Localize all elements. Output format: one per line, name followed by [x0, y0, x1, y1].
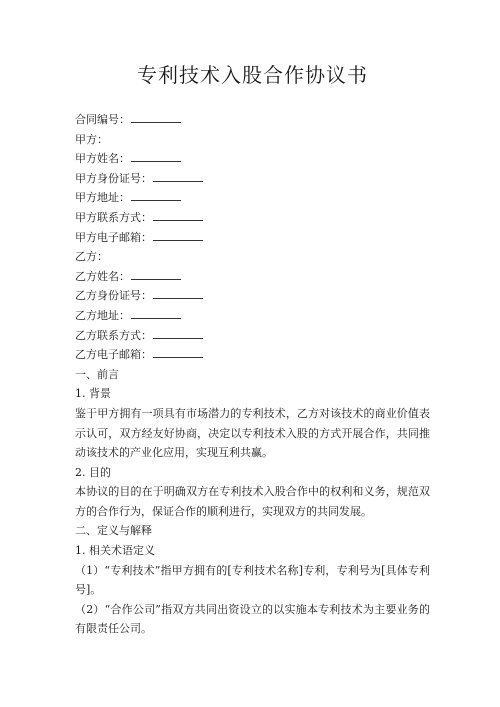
section-heading-definitions: 二、定义与解释	[75, 524, 152, 538]
blank-line	[131, 307, 181, 319]
subheading-background: 1. 背景	[75, 387, 111, 401]
blank-line	[153, 346, 203, 358]
field-label: 乙方电子邮箱：	[75, 348, 152, 362]
field-label: 合同编号：	[75, 113, 130, 126]
blank-line	[153, 327, 203, 339]
field-label: 乙方：	[75, 250, 108, 264]
blank-line	[131, 111, 181, 123]
blank-line	[153, 287, 203, 299]
blank-line	[131, 150, 181, 162]
party-a-address-field	[75, 188, 430, 208]
blank-line	[131, 268, 181, 280]
blank-line	[131, 189, 181, 201]
field-label: 甲方地址：	[75, 191, 130, 205]
field-label: 甲方身份证号：	[75, 171, 152, 185]
blank-line	[153, 209, 203, 221]
paragraph-definition-patent: （1）“专利技术”指甲方拥有的[专利技术名称]专利，专利号为[具体专利号]。	[75, 563, 430, 597]
paragraph-purpose: 本协议的目的在于明确双方在专利技术入股合作中的权利和义务，规范双方的合作行为，保证合作的顺利进行，实现双方的共同发展。	[75, 485, 430, 518]
party-b-address-field	[75, 306, 430, 326]
blank-line	[153, 229, 203, 241]
party-b-email-field	[75, 345, 430, 365]
party-a-contact-field	[75, 208, 430, 228]
party-a-id-field	[75, 169, 430, 189]
field-label: 乙方联系方式：	[75, 328, 152, 342]
party-a-name-field	[75, 149, 430, 169]
paragraph-background: 鉴于甲方拥有一项具有市场潜力的专利技术，乙方对该技术的商业价值表示认可，双方经友好协商，决定以专利技术入股的方式开展合作，共同推动该技术的产业化应用，实现互利共赢。	[75, 406, 430, 460]
field-label: 乙方地址：	[75, 308, 130, 322]
field-label: 乙方姓名：	[75, 269, 130, 283]
field-label: 甲方联系方式：	[75, 210, 152, 224]
subheading-term-definitions: 1. 相关术语定义	[75, 544, 155, 558]
blank-line	[153, 170, 203, 182]
field-label: 甲方姓名：	[75, 152, 130, 166]
party-b-name-field	[75, 267, 430, 287]
party-fields	[75, 110, 430, 365]
paragraph-definition-company: （2）“合作公司”指双方共同出资设立的以实施本专利技术为主要业务的有限责任公司。	[75, 602, 430, 636]
party-a-email-field	[75, 228, 430, 248]
document-title: 专利技术入股合作协议书	[137, 63, 368, 87]
party-b-id-field	[75, 286, 430, 306]
subheading-purpose: 2. 目的	[75, 465, 111, 479]
contract-number-field	[75, 110, 430, 130]
party-b-heading	[75, 247, 430, 267]
section-heading-preface: 一、前言	[75, 367, 119, 381]
field-label: 乙方身份证号：	[75, 289, 152, 303]
party-b-contact-field	[75, 326, 430, 346]
party-a-heading	[75, 130, 430, 150]
field-label: 甲方电子邮箱：	[75, 230, 152, 244]
field-label: 甲方：	[75, 132, 108, 146]
